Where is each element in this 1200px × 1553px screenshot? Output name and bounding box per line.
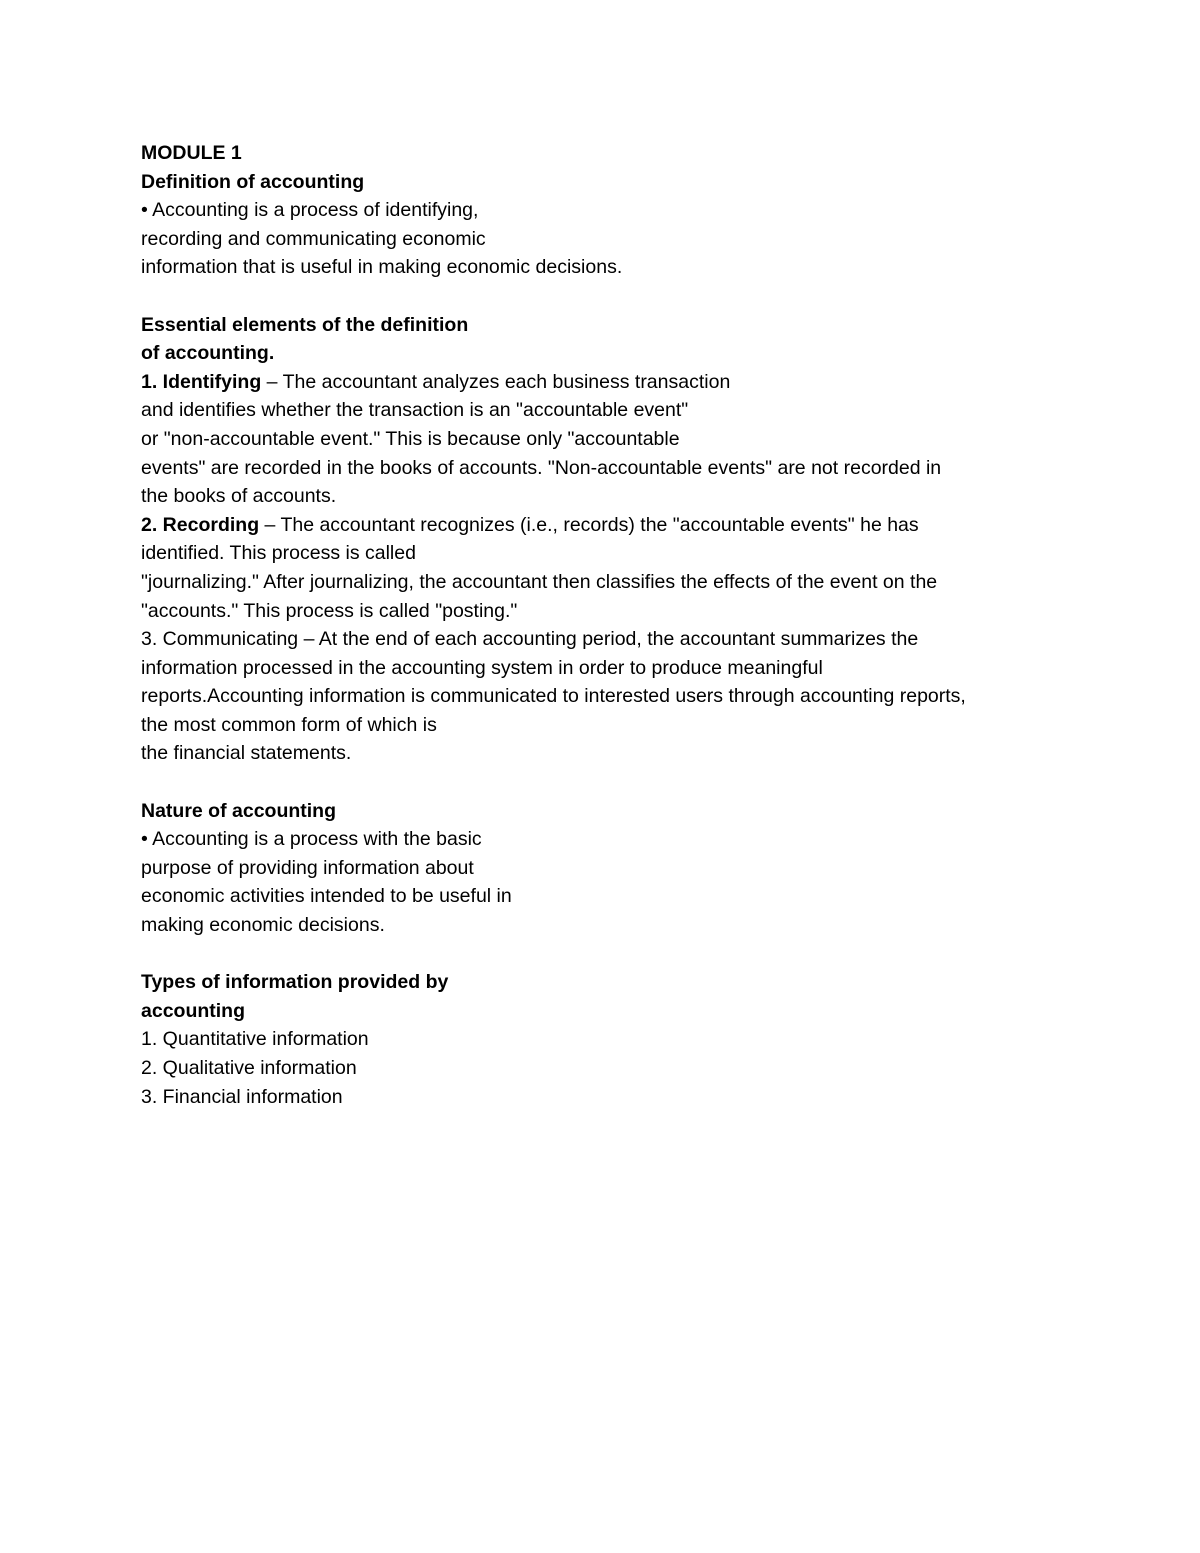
identifying-line: events" are recorded in the books of accounts. "Non-accountable events" are not recorded in <box>141 456 942 479</box>
types-heading: Types of information provided by <box>141 971 449 994</box>
definition-line: recording and communicating economic <box>141 227 486 250</box>
types-item: 3. Financial information <box>141 1085 343 1108</box>
paragraph-spacer <box>141 940 1141 969</box>
identifying-label: 1. Identifying <box>141 370 262 393</box>
communicating-line: reports.Accounting information is communicated to interested users through accounting reports, <box>141 685 966 708</box>
essential-elements-section <box>141 311 1141 769</box>
paragraph-spacer <box>141 768 1141 797</box>
types-item: 1. Quantitative information <box>141 1028 369 1051</box>
types-heading: accounting <box>141 999 246 1022</box>
types-item: 2. Qualitative information <box>141 1057 357 1079</box>
definition-section <box>141 168 1141 282</box>
identifying-line: and identifies whether the transaction is an "accountable event" <box>141 399 689 422</box>
nature-line: making economic decisions. <box>141 914 385 937</box>
recording-label: 2. Recording <box>141 513 260 536</box>
nature-section <box>141 797 1141 940</box>
identifying-line: the books of accounts. <box>141 485 337 508</box>
communicating-line: information processed in the accounting system in order to produce meaningful <box>141 656 823 679</box>
types-section <box>141 968 1141 1111</box>
elements-heading: of accounting. <box>141 342 275 365</box>
recording-line: "journalizing." After journalizing, the accountant then classifies the effects of the event on the <box>141 570 938 593</box>
recording-text: – The accountant recognizes (i.e., records) the "accountable events" he has <box>259 513 919 536</box>
nature-line: purpose of providing information about <box>141 856 474 879</box>
communicating-line: the most common form of which is <box>141 713 437 736</box>
recording-line: "accounts." This process is called "posting." <box>141 599 518 622</box>
identifying-line: or "non-accountable event." This is because only "accountable <box>141 427 680 450</box>
definition-heading: Definition of accounting <box>141 170 365 193</box>
definition-line: • Accounting is a process of identifying, <box>141 199 479 222</box>
recording-first-line <box>141 511 1141 540</box>
recording-line: identified. This process is called <box>141 542 416 565</box>
elements-heading: Essential elements of the definition <box>141 313 469 336</box>
identifying-text: – The accountant analyzes each business transaction <box>261 370 731 393</box>
nature-line: economic activities intended to be useful in <box>141 885 512 908</box>
paragraph-spacer <box>141 282 1141 311</box>
document-page <box>141 139 1141 1111</box>
communicating-line: 3. Communicating – At the end of each accounting period, the accountant summarizes the <box>141 628 919 651</box>
nature-heading: Nature of accounting <box>141 799 337 822</box>
definition-line: information that is useful in making economic decisions. <box>141 256 623 279</box>
communicating-line: the financial statements. <box>141 742 352 765</box>
module-title: MODULE 1 <box>141 142 242 164</box>
nature-line: • Accounting is a process with the basic <box>141 828 482 851</box>
identifying-first-line <box>141 368 1141 397</box>
